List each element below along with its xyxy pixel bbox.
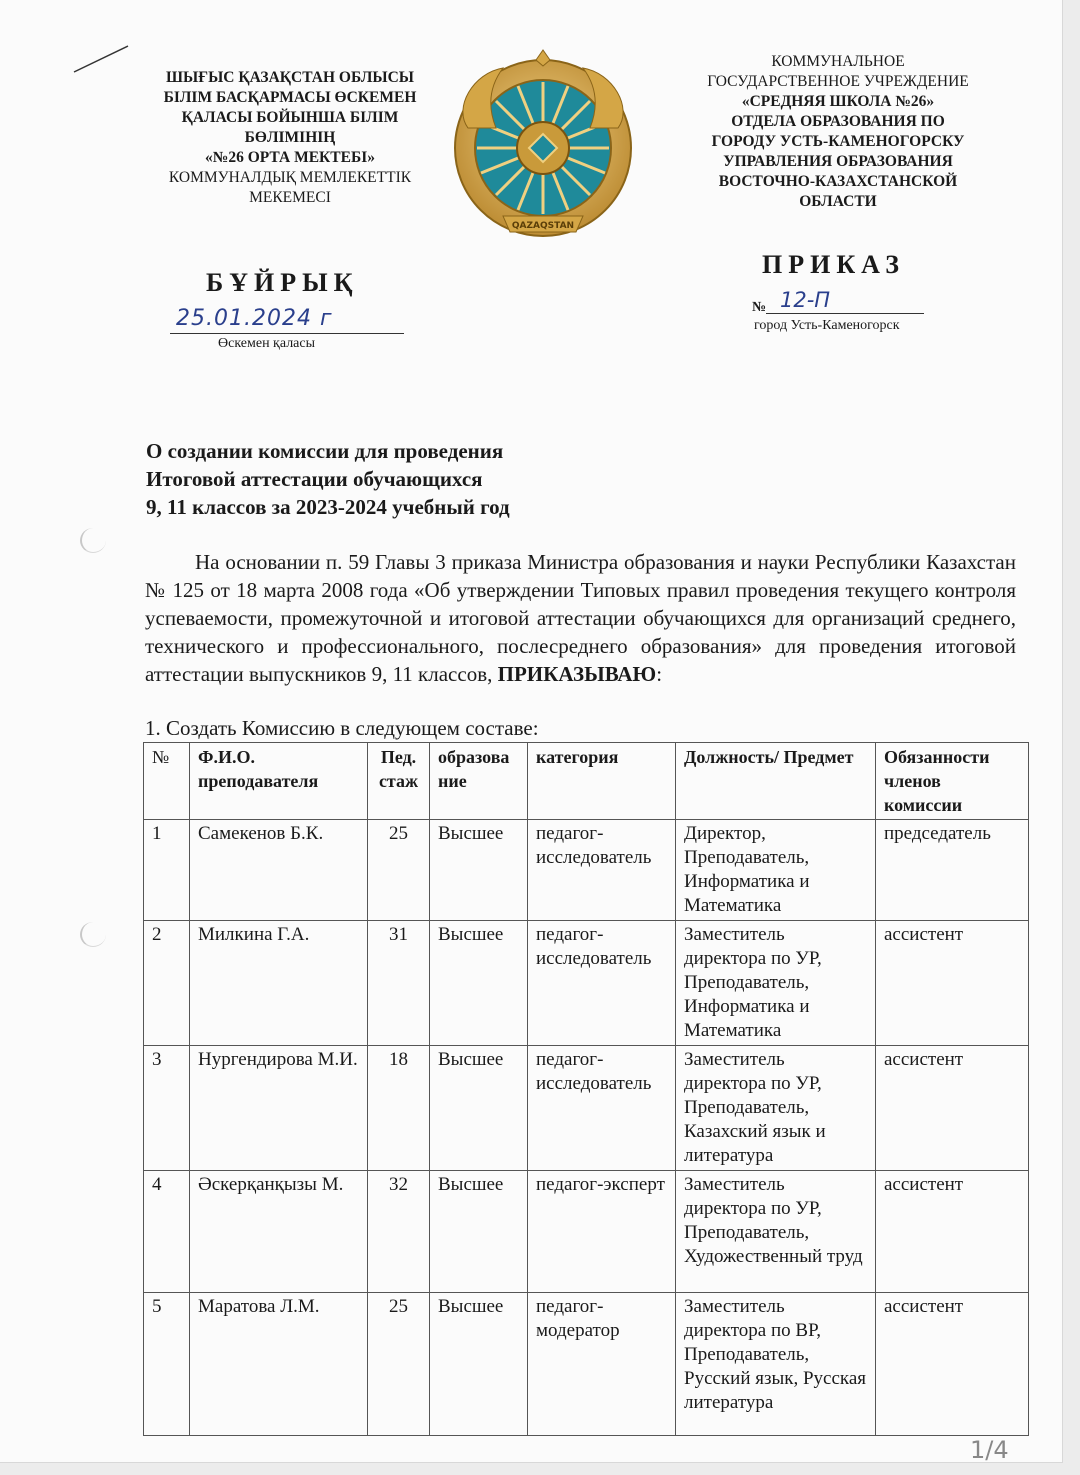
cell-name: Милкина Г.А.: [190, 921, 368, 1046]
order-keyword-colon: :: [656, 662, 663, 686]
cell-position: Заместитель директора по УР, Преподаватель, Казахский язык и литература: [676, 1046, 876, 1171]
col-header-position: Должность/ Предмет: [676, 743, 876, 820]
subject-line: Итоговой аттестации обучающихся: [146, 467, 483, 491]
cell-duty: председатель: [876, 820, 1029, 921]
header-kz-line: БӨЛІМІНІҢ: [244, 129, 336, 146]
order-title-kz: БҰЙРЫҚ: [206, 268, 359, 297]
table-row: [144, 1293, 1029, 1436]
item-1: 1. Создать Комиссию в следующем составе:: [145, 716, 539, 740]
order-number-label: №: [752, 300, 767, 315]
cell-position: Директор, Преподаватель, Информатика и Математика: [676, 820, 876, 921]
table-row: [144, 1171, 1029, 1293]
cell-number: 2: [144, 921, 190, 1046]
subject-line: 9, 11 классов за 2023-2024 учебный год: [146, 495, 510, 519]
page-indicator: 1/4: [970, 1436, 1009, 1464]
commission-table: [143, 742, 1029, 1436]
cell-category: педагог-модератор: [528, 1293, 676, 1436]
cell-education: Высшее: [430, 1046, 528, 1171]
col-header-number: №: [144, 743, 190, 820]
cell-experience: 25: [368, 1293, 430, 1436]
cell-duty: ассистент: [876, 921, 1029, 1046]
punch-hole-mark: [80, 922, 106, 947]
punch-hole-mark: [80, 528, 106, 553]
header-kz-line: БІЛІМ БАСҚАРМАСЫ ӨСКЕМЕН: [163, 89, 417, 106]
order-keyword: ПРИКАЗЫВАЮ: [497, 662, 657, 686]
cell-education: Высшее: [430, 820, 528, 921]
cell-name: Әскерқанқызы М.: [190, 1171, 368, 1293]
header-kz: [140, 68, 440, 208]
cell-education: Высшее: [430, 1293, 528, 1436]
col-header-education: образование: [430, 743, 528, 820]
cell-duty: ассистент: [876, 1046, 1029, 1171]
cell-number: 1: [144, 820, 190, 921]
cell-duty: ассистент: [876, 1293, 1029, 1436]
header-ru-line: УПРАВЛЕНИЯ ОБРАЗОВАНИЯ: [723, 153, 953, 170]
order-preamble: [145, 548, 1016, 688]
cell-number: 4: [144, 1171, 190, 1293]
cell-position: Заместитель директора по ВР, Преподаватель, Русский язык, Русская литература: [676, 1293, 876, 1436]
cell-experience: 18: [368, 1046, 430, 1171]
preamble-text: На основании п. 59 Главы 3 приказа Министра образования и науки Республики Казахстан № 125 от 18 марта 2008 года «Об утверждении Типовых правил проведения текущего контроля успеваемости, промежуточной и итоговой аттестации обучающихся для организаций среднего, технического и профессионального, послесреднего образования» для проведения итоговой аттестации выпускников 9, 11 классов,: [145, 550, 1016, 686]
order-number: 12-П: [766, 288, 924, 314]
cell-category: педагог-исследователь: [528, 1046, 676, 1171]
cell-number: 5: [144, 1293, 190, 1436]
header-kz-line: «№26 ОРТА МЕКТЕБІ»: [205, 149, 375, 166]
cell-category: педагог-эксперт: [528, 1171, 676, 1293]
cell-category: педагог-исследователь: [528, 820, 676, 921]
header-ru-line: КОММУНАЛЬНОЕ: [771, 53, 905, 70]
order-title-ru: ПРИКАЗ: [762, 250, 906, 279]
header-ru-line: ГОСУДАРСТВЕННОЕ УЧРЕЖДЕНИЕ: [707, 73, 969, 90]
table-row: [144, 921, 1029, 1046]
cell-experience: 25: [368, 820, 430, 921]
order-date: 25.01.2024 г: [170, 306, 404, 334]
header-ru: [683, 52, 993, 212]
order-subject: [146, 437, 510, 521]
header-ru-line: ОТДЕЛА ОБРАЗОВАНИЯ ПО: [731, 113, 945, 130]
cell-education: Высшее: [430, 921, 528, 1046]
col-header-experience: Пед. стаж: [368, 743, 430, 820]
emblem-text: QAZAQSTAN: [511, 221, 575, 231]
cell-name: Самекенов Б.К.: [190, 820, 368, 921]
cell-name: Нургендирова М.И.: [190, 1046, 368, 1171]
cell-number: 3: [144, 1046, 190, 1171]
header-ru-line: ОБЛАСТИ: [799, 193, 877, 210]
col-header-duty: Обязанности членов комиссии: [876, 743, 1029, 820]
cell-duty: ассистент: [876, 1171, 1029, 1293]
pen-mark: [70, 40, 140, 80]
state-emblem: [448, 48, 638, 253]
header-ru-line: «СРЕДНЯЯ ШКОЛА №26»: [741, 93, 935, 110]
subject-line: О создании комиссии для проведения: [146, 439, 504, 463]
col-header-name: Ф.И.О. преподавателя: [190, 743, 368, 820]
header-kz-line: МЕКЕМЕСІ: [249, 189, 331, 206]
col-header-category: категория: [528, 743, 676, 820]
header-kz-line: КОММУНАЛДЫҚ МЕМЛЕКЕТТІК: [168, 169, 412, 186]
cell-category: педагог-исследователь: [528, 921, 676, 1046]
cell-experience: 32: [368, 1171, 430, 1293]
header-kz-line: ҚАЛАСЫ БОЙЫНША БІЛІМ: [181, 109, 399, 126]
cell-position: Заместитель директора по УР, Преподаватель, Художественный труд: [676, 1171, 876, 1293]
cell-name: Маратова Л.М.: [190, 1293, 368, 1436]
cell-experience: 31: [368, 921, 430, 1046]
city-kz: Өскемен қаласы: [218, 336, 316, 351]
cell-position: Заместитель директора по УР, Преподаватель, Информатика и Математика: [676, 921, 876, 1046]
header-kz-line: ШЫҒЫС ҚАЗАҚСТАН ОБЛЫСЫ: [165, 69, 415, 86]
table-row: [144, 1046, 1029, 1171]
header-ru-line: ГОРОДУ УСТЬ-КАМЕНОГОРСКУ: [711, 133, 965, 150]
table-row: [144, 820, 1029, 921]
cell-education: Высшее: [430, 1171, 528, 1293]
header-ru-line: ВОСТОЧНО-КАЗАХСТАНСКОЙ: [718, 173, 958, 190]
city-ru: город Усть-Каменогорск: [754, 318, 900, 333]
table-header-row: [144, 743, 1029, 820]
